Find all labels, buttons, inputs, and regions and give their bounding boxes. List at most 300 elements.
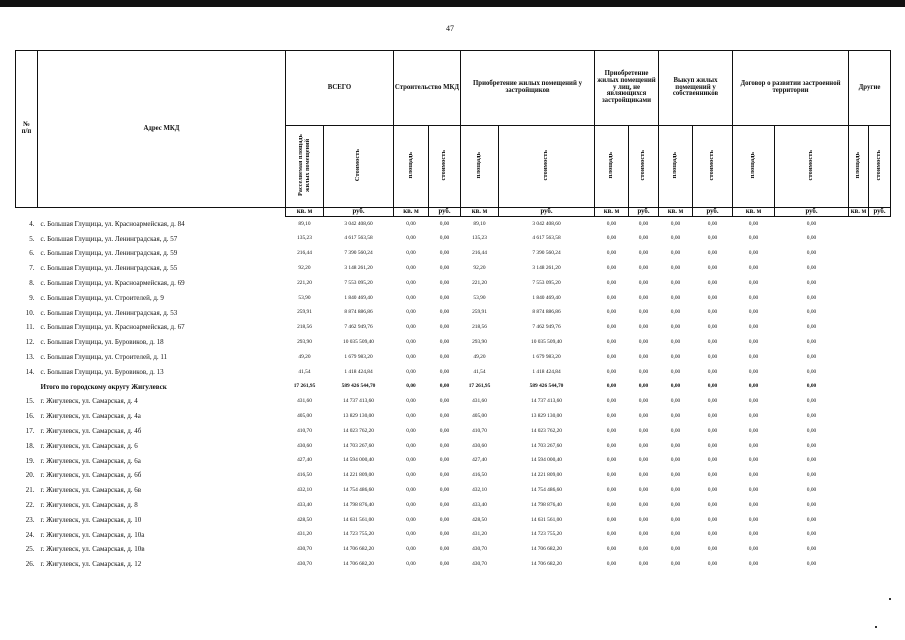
value-cell: 0,00 [670,353,681,360]
address-cell: с. Большая Глущица, ул. Строителей, д. 9 [40,293,164,302]
value-cell: 0,00 [606,235,617,242]
value-cell: 431,20 [472,531,487,538]
value-cell: 0,00 [439,457,450,464]
value-cell: 0,00 [670,250,681,257]
table-body [16,217,891,573]
value-cell: 0,00 [406,309,416,316]
value-cell: 0,00 [806,457,817,464]
value-cell: 53,90 [473,294,486,301]
value-cell: 0,00 [806,294,817,301]
value-cell: 14 703 267,60 [531,442,562,449]
subheader-4: площадь [461,126,499,208]
value-cell: 0,00 [748,383,759,390]
value-cell: 0,00 [806,353,817,360]
value-cell: 0,00 [670,413,681,420]
table-row [16,321,891,336]
value-cell: 0,00 [406,383,416,390]
value-cell: 293,90 [472,339,487,346]
subheader-0: Расселяемая площадь жилых помещений [286,126,324,208]
value-cell: 259,91 [472,309,487,316]
subheader-13: стоимость [869,126,891,208]
address-cell: с. Большая Глущица, ул. Ленинградская, д. 53 [40,308,178,317]
value-cell: 0,00 [707,324,718,331]
table-row [16,424,891,439]
value-cell: 0,00 [406,457,416,464]
value-cell: 0,00 [748,413,759,420]
group-header-total: ВСЕГО [286,51,394,126]
value-cell: 0,00 [748,324,759,331]
value-cell: 0,00 [406,235,416,242]
value-cell: 0,00 [439,265,450,272]
value-cell: 416,50 [472,472,487,479]
value-cell: 0,00 [606,324,617,331]
address-cell: г. Жигулевск, ул. Самарская, д. 12 [40,560,142,569]
subheader-2: площадь [394,126,429,208]
value-cell: 430,60 [297,442,312,449]
total-label: Итого по городскому округу Жигулевск [40,382,167,391]
value-cell: 0,00 [406,472,416,479]
subheader-9: стоимость [693,126,733,208]
value-cell: 0,00 [806,531,817,538]
value-cell: 41,54 [298,368,311,375]
address-header: Адрес МКД [38,51,286,208]
row-number: 22. [25,501,35,510]
subheader-8: площадь [659,126,693,208]
row-number: 20. [25,471,35,480]
value-cell: 0,00 [406,442,416,449]
table-row [16,439,891,454]
value-cell: 0,00 [638,413,649,420]
unit-cell: кв. м [595,208,629,217]
value-cell: 1 679 983,20 [532,353,561,360]
value-cell: 0,00 [748,516,759,523]
value-cell: 0,00 [707,398,718,405]
table-row [16,498,891,513]
value-cell: 4 617 563,58 [344,235,373,242]
value-cell: 14 706 682,20 [343,561,374,568]
group-header-purchase-developers: Приобретение жилых помещений у застройщиков [461,51,595,126]
value-cell: 7 390 560,24 [344,250,373,257]
value-cell: 0,00 [406,516,416,523]
value-cell: 10 035 509,40 [531,339,562,346]
value-cell: 0,00 [707,413,718,420]
unit-cell: руб. [324,208,394,217]
value-cell: 0,00 [670,235,681,242]
value-cell: 0,00 [707,472,718,479]
value-cell: 14 631 561,00 [343,516,374,523]
page-number: 47 [446,24,454,33]
table-row [16,217,891,232]
value-cell: 0,00 [439,220,450,227]
value-cell: 430,70 [297,561,312,568]
row-number: 25. [25,545,35,554]
row-number: 19. [25,456,35,465]
address-cell: с. Большая Глущица, ул. Красноармейская, д. 84 [40,219,185,228]
value-cell: 41,54 [473,368,486,375]
value-cell: 0,00 [406,250,416,257]
value-cell: 0,00 [606,442,617,449]
value-cell: 0,00 [439,324,450,331]
value-cell: 0,00 [606,250,617,257]
value-cell: 0,00 [606,487,617,494]
value-cell: 0,00 [406,427,416,434]
value-cell: 14 594 000,40 [343,457,374,464]
value-cell: 3 042 408,60 [532,220,561,227]
value-cell: 14 754 486,60 [343,487,374,494]
value-cell: 0,00 [670,457,681,464]
value-cell: 0,00 [748,457,759,464]
value-cell: 0,00 [406,294,416,301]
unit-cell: кв. м [659,208,693,217]
value-cell: 49,20 [298,353,311,360]
value-cell: 8 874 886,86 [344,309,373,316]
value-cell: 0,00 [606,309,617,316]
address-cell: г. Жигулевск, ул. Самарская, д. 4 [40,397,138,406]
value-cell: 1 840 469,40 [532,294,561,301]
table-row [16,306,891,321]
value-cell: 0,00 [606,472,617,479]
address-cell: с. Большая Глущица, ул. Буровиков, д. 18 [40,338,164,347]
value-cell: 0,00 [439,368,450,375]
value-cell: 14 754 486,60 [531,487,562,494]
value-cell: 216,44 [472,250,487,257]
value-cell: 0,00 [748,501,759,508]
value-cell: 0,00 [707,235,718,242]
value-cell: 0,00 [806,487,817,494]
value-cell: 0,00 [748,279,759,286]
value-cell: 0,00 [606,368,617,375]
value-cell: 14 798 876,40 [343,501,374,508]
value-cell: 0,00 [606,413,617,420]
table-row [16,543,891,558]
value-cell: 416,50 [297,472,312,479]
value-cell: 49,20 [473,353,486,360]
value-cell: 17 261,95 [293,383,316,390]
value-cell: 0,00 [439,531,450,538]
address-cell: с. Большая Глущица, ул. Красноармейская, д. 67 [40,323,185,332]
address-cell: г. Жигулевск, ул. Самарская, д. 6 [40,441,138,450]
address-cell: г. Жигулевск, ул. Самарская, д. 10в [40,545,145,554]
value-cell: 0,00 [638,472,649,479]
row-number: 13. [25,353,35,362]
value-cell: 0,00 [638,427,649,434]
value-cell: 0,00 [707,383,718,390]
address-cell: г. Жигулевск, ул. Самарская, д. 4б [40,427,142,436]
value-cell: 14 703 267,60 [343,442,374,449]
subheader-7: стоимость [629,126,659,208]
value-cell: 0,00 [748,427,759,434]
address-cell: с. Большая Глущица, ул. Ленинградская, д. 55 [40,264,178,273]
value-cell: 13 829 130,00 [343,413,374,420]
value-cell: 0,00 [439,487,450,494]
scan-top-border [0,0,905,7]
value-cell: 0,00 [707,501,718,508]
value-cell: 0,00 [748,265,759,272]
unit-cell: руб. [429,208,461,217]
value-cell: 0,00 [638,235,649,242]
value-cell: 0,00 [806,309,817,316]
group-header-other: Другие [849,51,891,126]
row-number: 24. [25,530,35,539]
value-cell: 14 706 682,20 [343,546,374,553]
table-row [16,350,891,365]
group-header-purchase-non-developers: Приобретение жилых помещений у лиц, не являющихся застройщиками [595,51,659,126]
value-cell: 0,00 [638,220,649,227]
value-cell: 89,10 [298,220,311,227]
value-cell: 0,00 [670,487,681,494]
value-cell: 0,00 [707,487,718,494]
value-cell: 428,50 [472,516,487,523]
value-cell: 7 462 949,76 [344,324,373,331]
value-cell: 14 631 561,00 [531,516,562,523]
value-cell: 0,00 [806,398,817,405]
row-number [16,380,38,395]
value-cell: 0,00 [748,339,759,346]
value-cell: 0,00 [748,220,759,227]
value-cell: 0,00 [439,309,450,316]
table-row [16,291,891,306]
value-cell: 218,56 [472,324,487,331]
value-cell: 0,00 [707,442,718,449]
value-cell: 0,00 [606,501,617,508]
value-cell: 14 221 809,00 [531,472,562,479]
value-cell: 0,00 [806,250,817,257]
row-number: 8. [29,279,35,288]
value-cell: 0,00 [606,561,617,568]
value-cell: 14 723 755,20 [531,531,562,538]
address-cell: с. Большая Глущица, ул. Буровиков, д. 13 [40,367,164,376]
value-cell: 0,00 [439,250,450,257]
unit-cell: кв. м [461,208,499,217]
value-cell: 0,00 [707,353,718,360]
value-cell: 0,00 [406,368,416,375]
value-cell: 0,00 [406,487,416,494]
value-cell: 405,00 [472,413,487,420]
value-cell: 0,00 [748,531,759,538]
value-cell: 3 148 261,20 [532,265,561,272]
value-cell: 0,00 [806,472,817,479]
unit-cell: кв. м [733,208,775,217]
value-cell: 0,00 [638,368,649,375]
row-number: 9. [29,293,35,302]
value-cell: 0,00 [439,294,450,301]
value-cell: 0,00 [439,235,450,242]
subheader-3: стоимость [429,126,461,208]
value-cell: 0,00 [806,368,817,375]
value-cell: 0,00 [638,353,649,360]
unit-cell: руб. [499,208,595,217]
value-cell: 221,20 [297,279,312,286]
value-cell: 0,00 [707,546,718,553]
value-cell: 0,00 [806,442,817,449]
value-cell: 14 737 413,60 [531,398,562,405]
unit-cell: кв. м [849,208,869,217]
value-cell: 0,00 [638,531,649,538]
value-cell: 0,00 [670,398,681,405]
value-cell: 0,00 [439,383,450,390]
housing-register-table [15,50,891,572]
subheader-5: стоимость [499,126,595,208]
unit-cell: кв. м [394,208,429,217]
address-cell: г. Жигулевск, ул. Самарская, д. 10 [40,515,142,524]
value-cell: 0,00 [638,265,649,272]
value-cell: 221,20 [472,279,487,286]
value-cell: 0,00 [606,339,617,346]
value-cell: 135,23 [472,235,487,242]
value-cell: 13 829 130,00 [531,413,562,420]
table-row [16,483,891,498]
value-cell: 0,00 [806,546,817,553]
row-number: 11. [26,323,35,332]
scan-speck [875,626,877,628]
subheader-6: площадь [595,126,629,208]
unit-cell: руб. [629,208,659,217]
value-cell: 0,00 [707,427,718,434]
row-number-header: № п/п [16,51,38,208]
row-number: 23. [25,515,35,524]
value-cell: 259,91 [297,309,312,316]
group-header-construction: Строительство МКД [394,51,461,126]
value-cell: 430,60 [472,442,487,449]
value-cell: 0,00 [406,279,416,286]
value-cell: 0,00 [806,220,817,227]
value-cell: 0,00 [748,442,759,449]
row-number: 4. [29,219,35,228]
value-cell: 3 042 408,60 [344,220,373,227]
value-cell: 92,20 [473,265,486,272]
value-cell: 0,00 [406,339,416,346]
value-cell: 0,00 [439,353,450,360]
value-cell: 0,00 [806,339,817,346]
value-cell: 0,00 [806,383,817,390]
value-cell: 0,00 [748,368,759,375]
value-cell: 0,00 [670,294,681,301]
address-cell: г. Жигулевск, ул. Самарская, д. 6б [40,471,142,480]
table-row [16,365,891,380]
value-cell: 7 390 560,24 [532,250,561,257]
value-cell: 0,00 [670,442,681,449]
value-cell: 432,10 [472,487,487,494]
value-cell: 0,00 [406,413,416,420]
value-cell: 0,00 [670,220,681,227]
unit-cell: руб. [775,208,849,217]
value-cell: 0,00 [606,398,617,405]
value-cell: 0,00 [806,516,817,523]
value-cell: 1 679 983,20 [344,353,373,360]
value-cell: 0,00 [670,427,681,434]
value-cell: 0,00 [638,324,649,331]
value-cell: 0,00 [670,561,681,568]
value-cell: 0,00 [406,353,416,360]
group-header-territory-development: Договор о развитии застроенной территории [733,51,849,126]
value-cell: 17 261,95 [468,383,491,390]
value-cell: 0,00 [638,561,649,568]
row-number: 26. [25,560,35,569]
value-cell: 0,00 [670,546,681,553]
value-cell: 14 594 000,40 [531,457,562,464]
value-cell: 589 426 544,70 [529,383,564,390]
value-cell: 0,00 [707,265,718,272]
value-cell: 410,70 [297,427,312,434]
value-cell: 0,00 [806,279,817,286]
table-row [16,395,891,410]
value-cell: 0,00 [707,250,718,257]
value-cell: 0,00 [439,413,450,420]
value-cell: 3 148 261,20 [344,265,373,272]
table-row [16,528,891,543]
value-cell: 53,90 [298,294,311,301]
value-cell: 0,00 [638,279,649,286]
value-cell: 0,00 [707,220,718,227]
value-cell: 0,00 [606,220,617,227]
value-cell: 0,00 [806,501,817,508]
value-cell: 0,00 [638,339,649,346]
address-cell: г. Жигулевск, ул. Самарская, д. 10а [40,530,145,539]
value-cell: 293,90 [297,339,312,346]
value-cell: 431,20 [297,531,312,538]
value-cell: 0,00 [707,457,718,464]
table-row [16,261,891,276]
address-cell: г. Жигулевск, ул. Самарская, д. 6а [40,456,141,465]
value-cell: 433,40 [297,501,312,508]
value-cell: 0,00 [638,398,649,405]
value-cell: 0,00 [748,398,759,405]
value-cell: 431,60 [472,398,487,405]
value-cell: 428,50 [297,516,312,523]
row-number: 15. [25,397,35,406]
value-cell: 0,00 [748,472,759,479]
value-cell: 430,70 [472,561,487,568]
value-cell: 0,00 [748,546,759,553]
value-cell: 0,00 [439,339,450,346]
address-cell: г. Жигулевск, ул. Самарская, д. 4а [40,412,141,421]
value-cell: 0,00 [439,516,450,523]
value-cell: 0,00 [670,265,681,272]
value-cell: 0,00 [638,294,649,301]
units-row [16,208,891,217]
value-cell: 0,00 [748,561,759,568]
value-cell: 0,00 [606,427,617,434]
value-cell: 1 418 424,84 [344,368,373,375]
table-row [16,513,891,528]
value-cell: 14 706 682,20 [531,561,562,568]
value-cell: 0,00 [406,220,416,227]
value-cell: 14 023 762,20 [531,427,562,434]
value-cell: 0,00 [439,546,450,553]
value-cell: 0,00 [806,235,817,242]
value-cell: 0,00 [638,546,649,553]
value-cell: 4 617 563,58 [532,235,561,242]
address-cell: с. Большая Глущица, ул. Строителей, д. 11 [40,353,168,362]
value-cell: 0,00 [670,531,681,538]
table-header [16,51,891,208]
value-cell: 0,00 [707,531,718,538]
value-cell: 14 737 413,60 [343,398,374,405]
value-cell: 0,00 [406,324,416,331]
table-row [16,557,891,572]
value-cell: 0,00 [806,561,817,568]
value-cell: 0,00 [670,472,681,479]
value-cell: 0,00 [670,279,681,286]
value-cell: 0,00 [606,353,617,360]
value-cell: 0,00 [707,279,718,286]
value-cell: 0,00 [406,398,416,405]
value-cell: 0,00 [439,398,450,405]
value-cell: 0,00 [439,561,450,568]
value-cell: 7 553 095,20 [532,279,561,286]
value-cell: 0,00 [707,309,718,316]
value-cell: 0,00 [638,457,649,464]
